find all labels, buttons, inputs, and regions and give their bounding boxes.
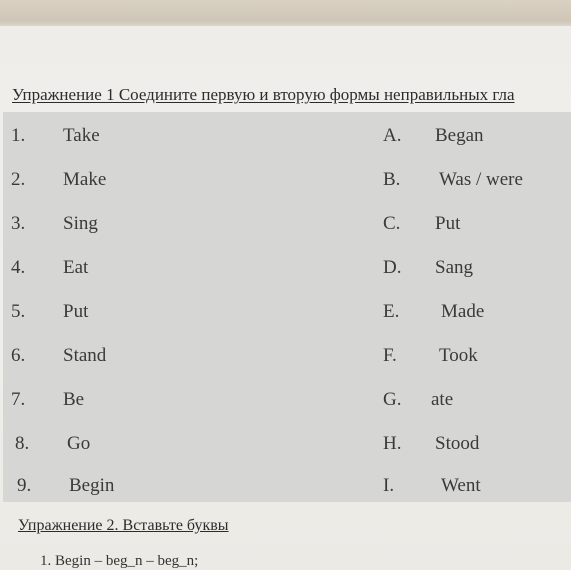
table-row [3,422,571,466]
row-number: 1. [11,125,26,146]
verb-second-form: Began [435,125,484,146]
verb-second-form: Took [439,345,478,366]
table-row [3,158,571,202]
verb-second-form: Went [441,475,481,496]
verb-second-form: Was / were [439,169,523,190]
row-number: 9. [17,475,32,496]
verb-first-form: Put [63,301,89,322]
option-letter: G. [383,389,402,410]
exercise2-item: 1. Begin – beg_n – beg_n; [40,553,199,569]
option-letter: C. [383,213,401,234]
row-number: 6. [11,345,26,366]
row-number: 3. [11,213,26,234]
verb-second-form: Made [441,301,485,322]
verb-second-form: Sang [435,257,473,278]
row-number: 5. [11,301,26,322]
verbs-table [3,112,571,502]
table-row [3,246,571,290]
option-letter: F. [383,345,397,366]
table-row [3,114,571,158]
verb-second-form: Stood [435,433,480,454]
row-number: 8. [15,433,30,454]
verb-second-form: Put [435,213,461,234]
exercise1-title: Упражнение 1 Соедините первую и вторую формы неправильных гла [12,85,515,104]
option-letter: H. [383,433,402,454]
table-row [3,202,571,246]
option-letter: B. [383,169,401,190]
row-number: 4. [11,257,26,278]
verb-second-form: ate [431,389,454,410]
row-number: 7. [11,389,26,410]
option-letter: D. [383,257,402,278]
verb-first-form: Be [63,389,85,410]
table-row [3,334,571,378]
table-row [3,290,571,334]
row-number: 2. [11,169,26,190]
verb-first-form: Sing [63,213,98,234]
option-letter: A. [383,125,402,146]
option-letter: I. [383,475,395,496]
verb-first-form: Take [63,125,100,146]
option-letter: E. [383,301,400,322]
verb-first-form: Stand [63,345,107,366]
verb-first-form: Go [67,433,91,454]
verb-first-form: Begin [69,475,115,496]
exercise2-title: Упражнение 2. Вставьте буквы [18,517,229,534]
table-row [3,464,571,508]
verb-first-form: Eat [63,257,89,278]
table-row [3,378,571,422]
verb-first-form: Make [63,169,107,190]
